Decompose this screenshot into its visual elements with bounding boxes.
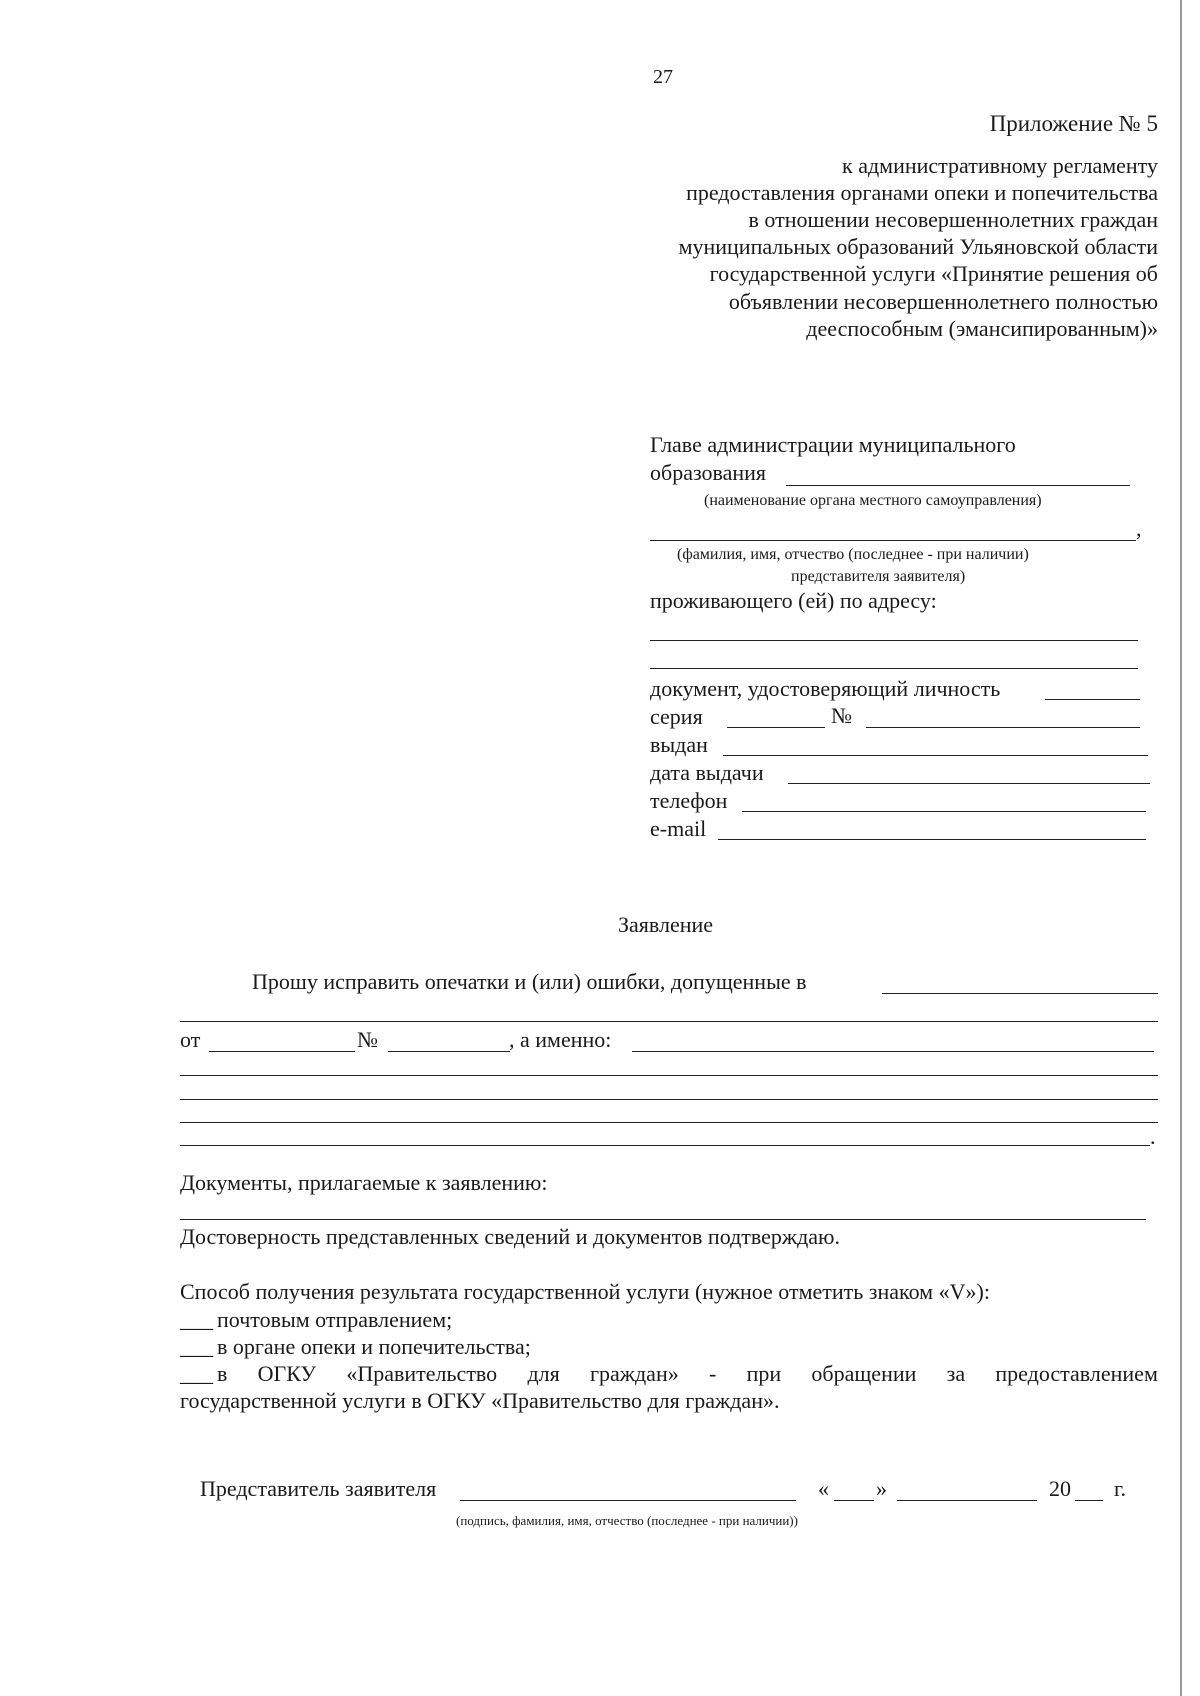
checkbox-ogku[interactable]: ___ (180, 1361, 213, 1386)
appendix-line: объявлении несовершеннолетнего полностью (728, 289, 1158, 314)
statement-title: Заявление (618, 912, 714, 937)
errors-field-1[interactable] (180, 1075, 1158, 1076)
issue-date-label: дата выдачи (650, 760, 764, 785)
caption-name-1: (фамилия, имя, отчество (последнее - при наличии) (677, 546, 1029, 563)
address-label: проживающего (ей) по адресу: (650, 588, 937, 613)
caption-name-2: представителя заявителя) (791, 568, 966, 585)
option-ogku-word: при (746, 1361, 782, 1386)
date-close-quote: » (876, 1476, 887, 1501)
option-ogku-continued: государственной услуги в ОГКУ «Правительство для граждан». (180, 1388, 780, 1413)
option-ogku-word: - (709, 1361, 717, 1386)
month-field[interactable] (897, 1500, 1037, 1501)
phone-field[interactable] (742, 811, 1146, 812)
signature-field[interactable] (460, 1500, 796, 1501)
signature-caption: (подпись, фамилия, имя, отчество (последнее - при наличии)) (456, 1513, 798, 1528)
address-field-2[interactable] (650, 668, 1138, 669)
request-field-2[interactable] (180, 1021, 1158, 1022)
year-suffix: г. (1114, 1476, 1127, 1501)
checkbox-guardianship[interactable]: ___ (180, 1334, 213, 1359)
comma: , (1136, 516, 1142, 541)
namely-label: , а именно: (509, 1027, 612, 1052)
option-ogku-word: предоставлением (995, 1361, 1158, 1386)
option-guardianship: в органе опеки и попечительства; (217, 1334, 531, 1359)
appendix-line: в отношении несовершеннолетних граждан (748, 207, 1158, 232)
number-label: № (831, 703, 852, 728)
year-prefix: 20 (1049, 1476, 1071, 1501)
doc-number-field[interactable] (866, 727, 1140, 728)
issue-date-field[interactable] (788, 783, 1150, 784)
doc-field[interactable] (1045, 699, 1140, 700)
request-text: Прошу исправить опечатки и (или) ошибки, допущенные в (252, 969, 807, 994)
page-edge (1180, 0, 1182, 1696)
statement-number-label: № (357, 1027, 378, 1052)
option-ogku-word: в (217, 1361, 228, 1386)
option-ogku-word: граждан» (590, 1361, 679, 1386)
from-label: от (180, 1027, 201, 1052)
checkbox-post[interactable]: ___ (180, 1307, 213, 1332)
errors-field-3[interactable] (180, 1122, 1158, 1123)
date-field[interactable] (209, 1051, 355, 1052)
documents-field[interactable] (180, 1219, 1146, 1220)
statement-number-field[interactable] (388, 1051, 510, 1052)
appendix-line: к административному регламенту (842, 153, 1158, 178)
issued-field[interactable] (723, 755, 1148, 756)
appendix-line: дееспособным (эмансипированным)» (806, 316, 1158, 341)
errors-field-2[interactable] (180, 1099, 1158, 1100)
namely-field[interactable] (632, 1051, 1154, 1052)
errors-field-4[interactable] (180, 1145, 1150, 1146)
addressee-line1: Главе администрации муниципального (650, 432, 1016, 457)
option-ogku-word: ОГКУ (257, 1361, 317, 1386)
series-label: серия (650, 704, 703, 729)
appendix-line: предоставления органами опеки и попечительства (686, 180, 1158, 205)
series-field[interactable] (727, 727, 825, 728)
errors-period: . (1150, 1124, 1156, 1149)
phone-label: телефон (650, 788, 728, 813)
option-ogku-word: для (527, 1361, 560, 1386)
appendix-line: муниципальных образований Ульяновской области (678, 234, 1158, 259)
email-label: e-mail (650, 816, 707, 841)
option-ogku-word: за (946, 1361, 966, 1386)
addressee-line2: образования (650, 460, 767, 485)
year-field[interactable] (1075, 1500, 1103, 1501)
appendix-line: государственной услуги «Принятие решения об (709, 261, 1158, 286)
receipt-title: Способ получения результата государственной услуги (нужное отметить знаком «V»): (180, 1279, 990, 1304)
doc-label: документ, удостоверяющий личность (650, 676, 1001, 701)
option-ogku (217, 1361, 1158, 1387)
request-field[interactable] (882, 993, 1158, 994)
email-field[interactable] (718, 839, 1146, 840)
date-open-quote: « (818, 1476, 829, 1501)
option-ogku-word: обращении (811, 1361, 917, 1386)
org-name-field[interactable] (786, 485, 1130, 486)
address-field-1[interactable] (650, 640, 1138, 641)
confirmation-text: Достоверность представленных сведений и документов подтверждаю. (180, 1224, 840, 1249)
appendix-title: Приложение № 5 (989, 111, 1158, 136)
option-ogku-word: «Правительство (346, 1361, 498, 1386)
signature-label: Представитель заявителя (200, 1476, 437, 1501)
documents-label: Документы, прилагаемые к заявлению: (180, 1170, 548, 1195)
caption-org: (наименование органа местного самоуправления) (704, 492, 1042, 509)
page-number: 27 (653, 66, 673, 88)
representative-name-field[interactable] (650, 540, 1136, 541)
day-field[interactable] (834, 1500, 874, 1501)
issued-label: выдан (650, 732, 708, 757)
option-post: почтовым отправлением; (217, 1307, 453, 1332)
